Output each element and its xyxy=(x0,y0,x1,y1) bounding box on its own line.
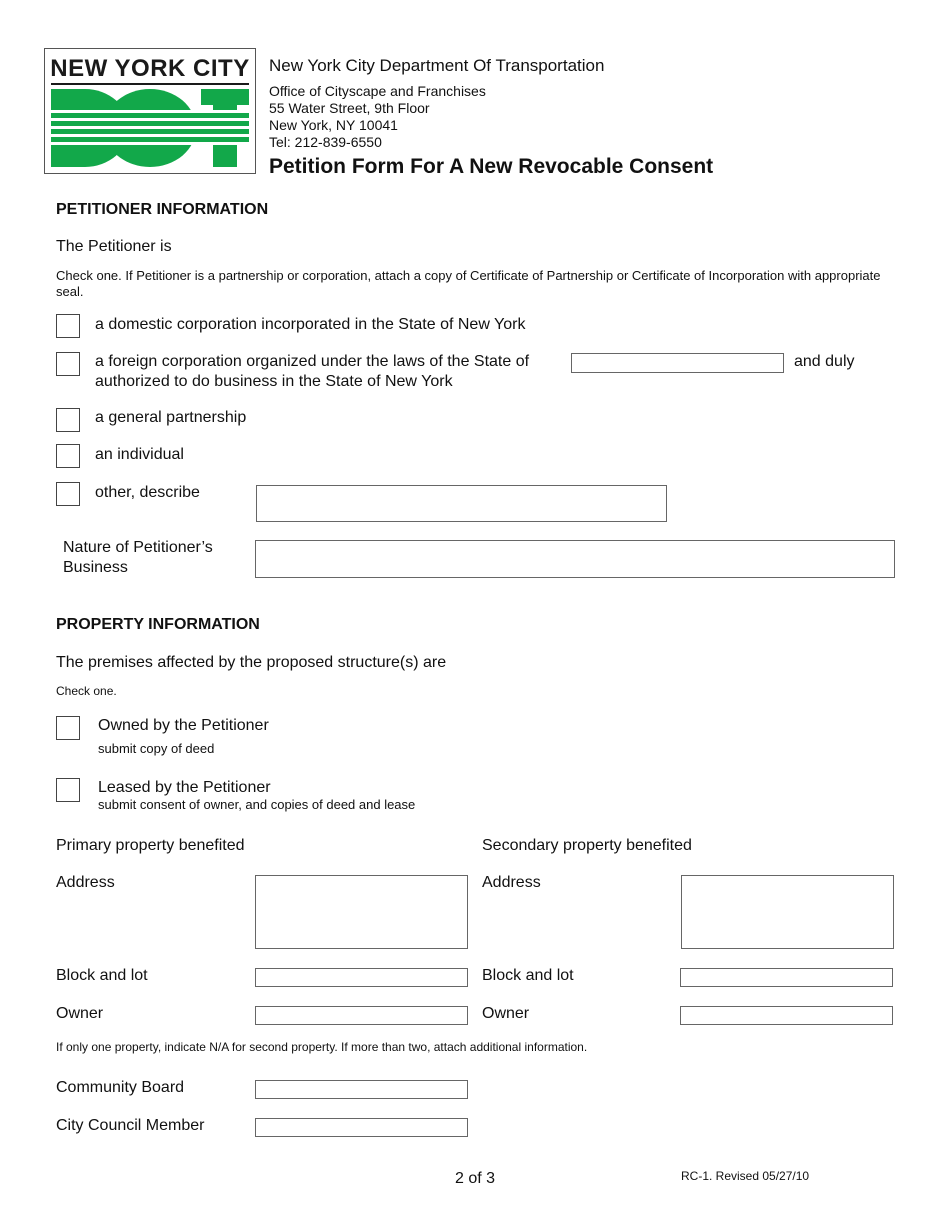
primary-owner-input[interactable] xyxy=(255,1006,468,1025)
petitioner-intro: The Petitioner is xyxy=(56,238,172,255)
primary-address-label: Address xyxy=(56,874,115,891)
office-name: Office of Cityscape and Franchises xyxy=(269,83,486,99)
foreign-state-input[interactable] xyxy=(571,353,784,373)
general-partnership-label: a general partnership xyxy=(95,409,247,426)
secondary-property-heading: Secondary property benefited xyxy=(482,837,692,854)
owned-checkbox[interactable] xyxy=(56,716,80,740)
other-describe-input[interactable] xyxy=(256,485,667,522)
owned-label: Owned by the Petitioner xyxy=(98,717,269,734)
primary-address-input[interactable] xyxy=(255,875,468,949)
council-member-label: City Council Member xyxy=(56,1117,205,1134)
logo-rule xyxy=(51,83,249,85)
secondary-address-input[interactable] xyxy=(681,875,894,949)
domestic-corporation-label: a domestic corporation incorporated in the State of New York xyxy=(95,316,526,333)
logo-text: NEW YORK CITY xyxy=(50,55,250,82)
property-note: If only one property, indicate N/A for second property. If more than two, attach additional information. xyxy=(56,1040,588,1054)
general-partnership-checkbox[interactable] xyxy=(56,408,80,432)
nature-of-business-label xyxy=(63,538,213,578)
nature-of-business-input[interactable] xyxy=(255,540,895,578)
logo-letter-t-bar xyxy=(201,89,249,105)
domestic-corporation-checkbox[interactable] xyxy=(56,314,80,338)
office-city: New York, NY 10041 xyxy=(269,117,398,133)
property-check-one: Check one. xyxy=(56,684,117,698)
form-title: Petition Form For A New Revocable Consent xyxy=(269,155,714,178)
primary-owner-label: Owner xyxy=(56,1005,104,1022)
department-name: New York City Department Of Transportation xyxy=(269,56,605,75)
dot-logo-mark xyxy=(51,89,249,167)
office-street: 55 Water Street, 9th Floor xyxy=(269,100,430,116)
secondary-block-lot-label: Block and lot xyxy=(482,967,574,984)
nature-of-business-label-line2: Business xyxy=(63,559,128,576)
leased-checkbox[interactable] xyxy=(56,778,80,802)
community-board-label: Community Board xyxy=(56,1079,185,1096)
secondary-owner-label: Owner xyxy=(482,1005,530,1022)
primary-block-lot-label: Block and lot xyxy=(56,967,148,984)
individual-checkbox[interactable] xyxy=(56,444,80,468)
council-member-input[interactable] xyxy=(255,1118,468,1137)
secondary-address-label: Address xyxy=(482,874,541,891)
property-intro: The premises affected by the proposed structure(s) are xyxy=(56,654,447,671)
foreign-corporation-label-line2: authorized to do business in the State of New York xyxy=(95,373,453,390)
petitioner-instructions: Check one. If Petitioner is a partnership or corporation, attach a copy of Certificate of Partnership or Certificate of Incorporation with appropriate seal. xyxy=(56,268,881,299)
secondary-block-lot-input[interactable] xyxy=(680,968,893,987)
nature-of-business-label-line1: Nature of Petitioner’s xyxy=(63,539,213,556)
community-board-input[interactable] xyxy=(255,1080,468,1099)
primary-property-heading: Primary property benefited xyxy=(56,837,245,854)
leased-label: Leased by the Petitioner xyxy=(98,779,271,796)
individual-label: an individual xyxy=(95,446,184,463)
primary-block-lot-input[interactable] xyxy=(255,968,468,987)
revision-note: RC-1. Revised 05/27/10 xyxy=(681,1169,810,1183)
nyc-dot-logo xyxy=(44,48,256,174)
owned-note: submit copy of deed xyxy=(98,741,215,756)
other-label: other, describe xyxy=(95,484,200,501)
foreign-corporation-checkbox[interactable] xyxy=(56,352,80,376)
page-number: 2 of 3 xyxy=(455,1170,496,1187)
office-phone: Tel: 212-839-6550 xyxy=(269,134,382,150)
foreign-corporation-suffix: and duly xyxy=(794,353,855,370)
property-heading: PROPERTY INFORMATION xyxy=(56,616,260,633)
leased-note: submit consent of owner, and copies of deed and lease xyxy=(98,797,416,812)
foreign-corporation-label: a foreign corporation organized under the laws of the State of xyxy=(95,353,530,370)
other-checkbox[interactable] xyxy=(56,482,80,506)
petitioner-heading: PETITIONER INFORMATION xyxy=(56,201,269,218)
secondary-owner-input[interactable] xyxy=(680,1006,893,1025)
